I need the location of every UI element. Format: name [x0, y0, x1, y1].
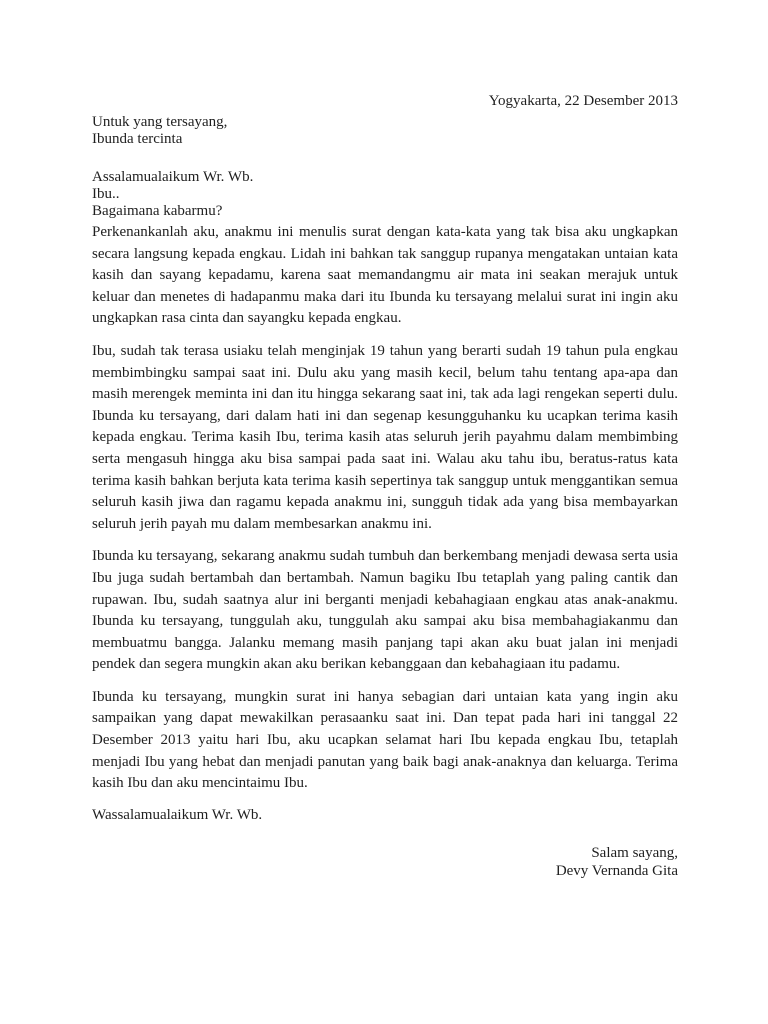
paragraph-3: Ibunda ku tersayang, sekarang anakmu sudah tumbuh dan berkembang menjadi dewasa serta usia Ibu juga sudah bertambah dan bertambah. Namun bagiku Ibu tetaplah yang paling cantik dan rupawan. Ibu, sudah saatnya alur ini berganti menjadi kebahagiaan engkau atas anak-anakmu. Ibunda ku tersayang, tunggulah aku, tunggulah aku sampai aku bisa membahagiakanmu dan membuatmu bangga. Jalanku memang masih panjang tapi akan aku buat jalan ini menjadi pendek dan segera mungkin akan aku berikan kebanggaan dan kebahagiaan itu padamu.: [92, 548, 678, 673]
signature-name: Devy Vernanda Gita: [555, 862, 678, 879]
salutation-question: Bagaimana kabarmu?: [92, 203, 223, 219]
salutation-address: Ibu..: [92, 186, 120, 202]
closing-salutation: Wassalamualaikum Wr. Wb.: [92, 806, 263, 823]
signature-block: [92, 844, 678, 880]
date-line: Yogyakarta, 22 Desember 2013: [488, 93, 678, 109]
recipient-line-2: Ibunda tercinta: [92, 131, 183, 147]
opening-salutation: Assalamualaikum Wr. Wb.: [92, 169, 254, 185]
recipient-line-1: Untuk yang tersayang,: [92, 114, 228, 130]
signoff-line: Salam sayang,: [591, 844, 678, 861]
paragraph-2: Ibu, sudah tak terasa usiaku telah menginjak 19 tahun yang berarti sudah 19 tahun pula engkau membimbingku sampai saat ini. Dulu aku yang masih kecil, belum tahu tentang apa-apa dan masih merengek meminta ini dan itu hingga sekarang saat ini, tak ada lagi rengekan seperti dulu. Ibunda ku tersayang, dari dalam hati ini dan segenap kesungguhanku ku ucapkan terima kasih kepada engkau. Terima kasih Ibu, terima kasih atas seluruh jerih payahmu dalam membimbing serta mengasuh hingga aku bisa sampai pada saat ini. Walau aku tahu ibu, beratus-ratus kata terima kasih bahkan berjuta kata terima kasih sepertinya tak sanggup untuk menggantikan semua seluruh kasih jiwa dan ragamu kepada anakmu ini, sungguh tidak ada yang bisa membayarkan seluruh jerih payah mu dalam membesarkan anakmu ini.: [92, 342, 678, 532]
paragraph-4: Ibunda ku tersayang, mungkin surat ini hanya sebagian dari untaian kata yang ingin aku sampaikan yang dapat mewakilkan perasaanku saat ini. Dan tepat pada hari ini tanggal 22 Desember 2013 yaitu hari Ibu, aku ucapkan selamat hari Ibu kepada engkau Ibu, tetaplah menjadi Ibu yang hebat dan menjadi panutan yang baik bagi anak-anaknya dan keluarga. Terima kasih Ibu dan aku mencintaimu Ibu.: [92, 688, 678, 792]
paragraph-1: Perkenankanlah aku, anakmu ini menulis surat dengan kata-kata yang tak bisa aku ungkapkan secara langsung kepada engkau. Lidah ini bahkan tak sanggup rupanya mengatakan untaian kata kasih dan sayang kepadamu, karena saat memandangmu air mata ini seakan merajuk untuk keluar dan menetes di hadapanmu maka dari itu Ibunda ku tersayang melalui surat ini ingin aku ungkapkan rasa cinta dan sayangku kepada engkau.: [92, 224, 678, 327]
